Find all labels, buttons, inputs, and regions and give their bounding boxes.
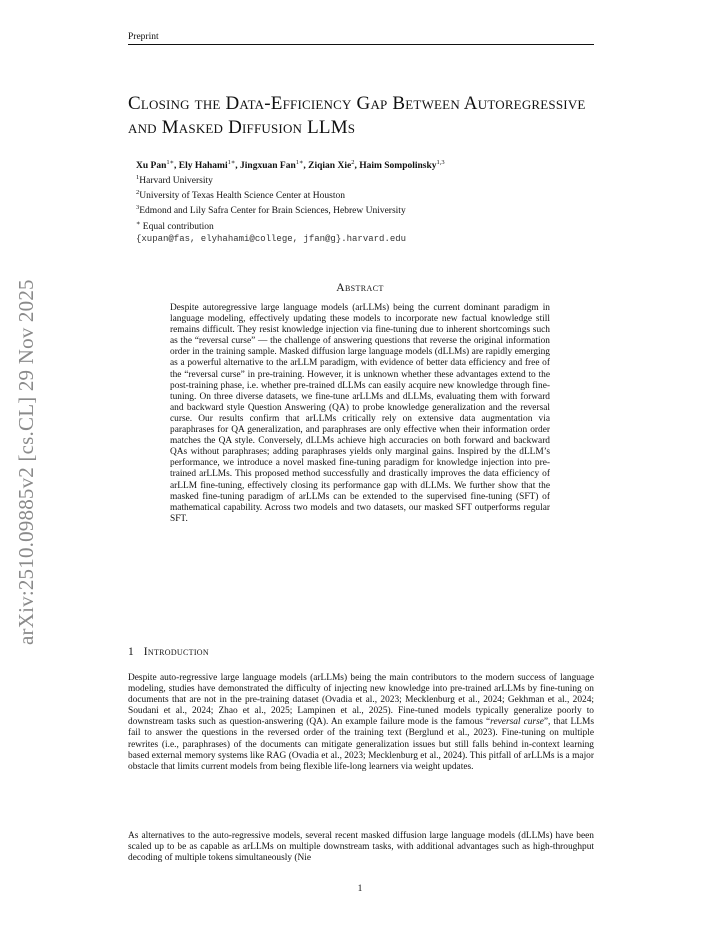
intro-paragraph: As alternatives to the auto-regressive models, several recent masked diffusion large language models (dLLMs) have been scaled up to be as capable as arLLMs on multiple downstream tasks, with additional advantages such as high-throughput decoding of multiple tokens simultaneously (Nie: [128, 831, 594, 864]
paper-title: Closing the Data-Efficiency Gap Between Autoregressive and Masked Diffusion LLMs: [128, 93, 586, 138]
section-number: 1: [128, 646, 134, 658]
author-mark: 2: [351, 159, 355, 166]
affiliation: [136, 202, 596, 217]
arxiv-stamp[interactable]: arXiv:2510.09885v2 [cs.CL] 29 Nov 2025: [14, 279, 38, 645]
paragraph-text: ”, that LLMs fail to answer the questions in the reversed order of the training text (Berglund et al., 2023). Fine-tuning on multiple rewrites (i.e., paraphrases) of the documents can mitigate generalization issues but still falls behind in-context learning based external memory systems like RAG (Ovadia et al., 2023; Mecklenburg et al., 2024). This pitfall of arLLMs is a major obstacle that limits current models from being flexible life-long learners via weight updates.: [128, 717, 594, 772]
page-number: 1: [357, 884, 363, 894]
affiliation-mark: ∗: [136, 219, 141, 227]
affiliation-text: Equal contribution: [142, 221, 214, 232]
affiliation: [136, 187, 596, 202]
author-mark: 1,3: [436, 159, 445, 166]
author-name: Xu Pan: [136, 161, 167, 172]
affiliation: [136, 172, 596, 187]
section-heading: [128, 646, 209, 658]
affiliation-list: [136, 172, 596, 245]
abstract-body: Despite autoregressive large language models (arLLMs) being the current dominant paradigm in language modeling, effectively updating these models to incorporate new factual knowledge still remains difficult. They resist knowledge injection via fine-tuning due to inherent shortcomings such as the “reversal curse” — the challenge of answering questions that reverse the original information order in the training sample. Masked diffusion large language models (dLLMs) are rapidly emerging as a powerful alternative to the arLLM paradigm, with evidence of better data efficiency and free of the “reversal curse” in pre-training. However, it is unknown whether these advantages extend to the post-training phase, i.e. whether pre-trained dLLMs can easily acquire new knowledge through fine-tuning. On three diverse datasets, we fine-tune arLLMs and dLLMs, evaluating them with forward and backward style Question Answering (QA) to probe knowledge generalization and the reversal curse. Our results confirm that arLLMs critically rely on extensive data augmentation via paraphrases for QA generalization, and paraphrases are only effective when their information order matches the QA style. Conversely, dLLMs achieve high accuracies on both forward and backward QAs without paraphrases; adding paraphrases yields only marginal gains. Inspired by the dLLM’s performance, we introduce a novel masked fine-tuning paradigm for knowledge injection into pre-trained arLLMs. This proposed method successfully and drastically improves the data efficiency of arLLM fine-tuning, effectively closing its performance gap with dLLMs. We further show that the masked fine-tuning paradigm of arLLMs can be extended to the supervised fine-tuning (SFT) of mathematical capability. Across two models and two datasets, our masked SFT outperforms regular SFT.: [170, 303, 550, 524]
author-name: Ely Hahami: [178, 161, 228, 172]
affiliation-text: Harvard University: [139, 176, 213, 187]
affiliation-mark: 2: [136, 189, 140, 197]
affiliation-mark: 3: [136, 204, 140, 212]
author-name: Ziqian Xie: [308, 161, 352, 172]
section-title: Introduction: [143, 646, 209, 658]
affiliation: [136, 218, 596, 233]
author-mark: 1∗: [166, 159, 175, 166]
running-head: Preprint: [128, 32, 594, 45]
author-mark: 1∗: [227, 159, 236, 166]
paragraph-text: Despite auto-regressive large language models (arLLMs) being the main contributors to the modern success of language modeling, studies have demonstrated the difficulty of injecting new knowledge into pre-trained arLLMs by fine-tuning on documents that are not in the pre-training dataset (Ovadia et al., 2023; Mecklenburg et al., 2024; Gekhman et al., 2024; Soudani et al., 2024; Zhao et al., 2025; Lampinen et al., 2025). Fine-tuned models typically generalize poorly to downstream tasks such as question-answering (QA). An example failure mode is the famous “: [128, 673, 594, 728]
author-block: [136, 158, 596, 245]
author-mark: 1∗: [295, 159, 304, 166]
emphasized-term: reversal curse: [490, 717, 544, 728]
affiliation-text: Edmond and Lily Safra Center for Brain Sciences, Hebrew University: [139, 206, 406, 217]
affiliation-mark: 1: [136, 174, 140, 182]
author-name: Jingxuan Fan: [240, 161, 296, 172]
author-emails[interactable]: {xupan@fas, elyhahami@college, jfan@g}.harvard.edu: [136, 233, 407, 244]
affiliation-text: University of Texas Health Science Center at Houston: [139, 191, 345, 202]
author-name: Haim Sompolinsky: [359, 161, 437, 172]
abstract-heading: Abstract: [336, 282, 384, 294]
intro-paragraph: [128, 673, 594, 773]
author-list: Xu Pan$^{1∗}$, Ely Hahami$^{1∗}$, Jingxuan Fan$^{1∗}$, Ziqian Xie$^2$, Haim Sompolinsky$^{1,3}$: [136, 159, 445, 172]
